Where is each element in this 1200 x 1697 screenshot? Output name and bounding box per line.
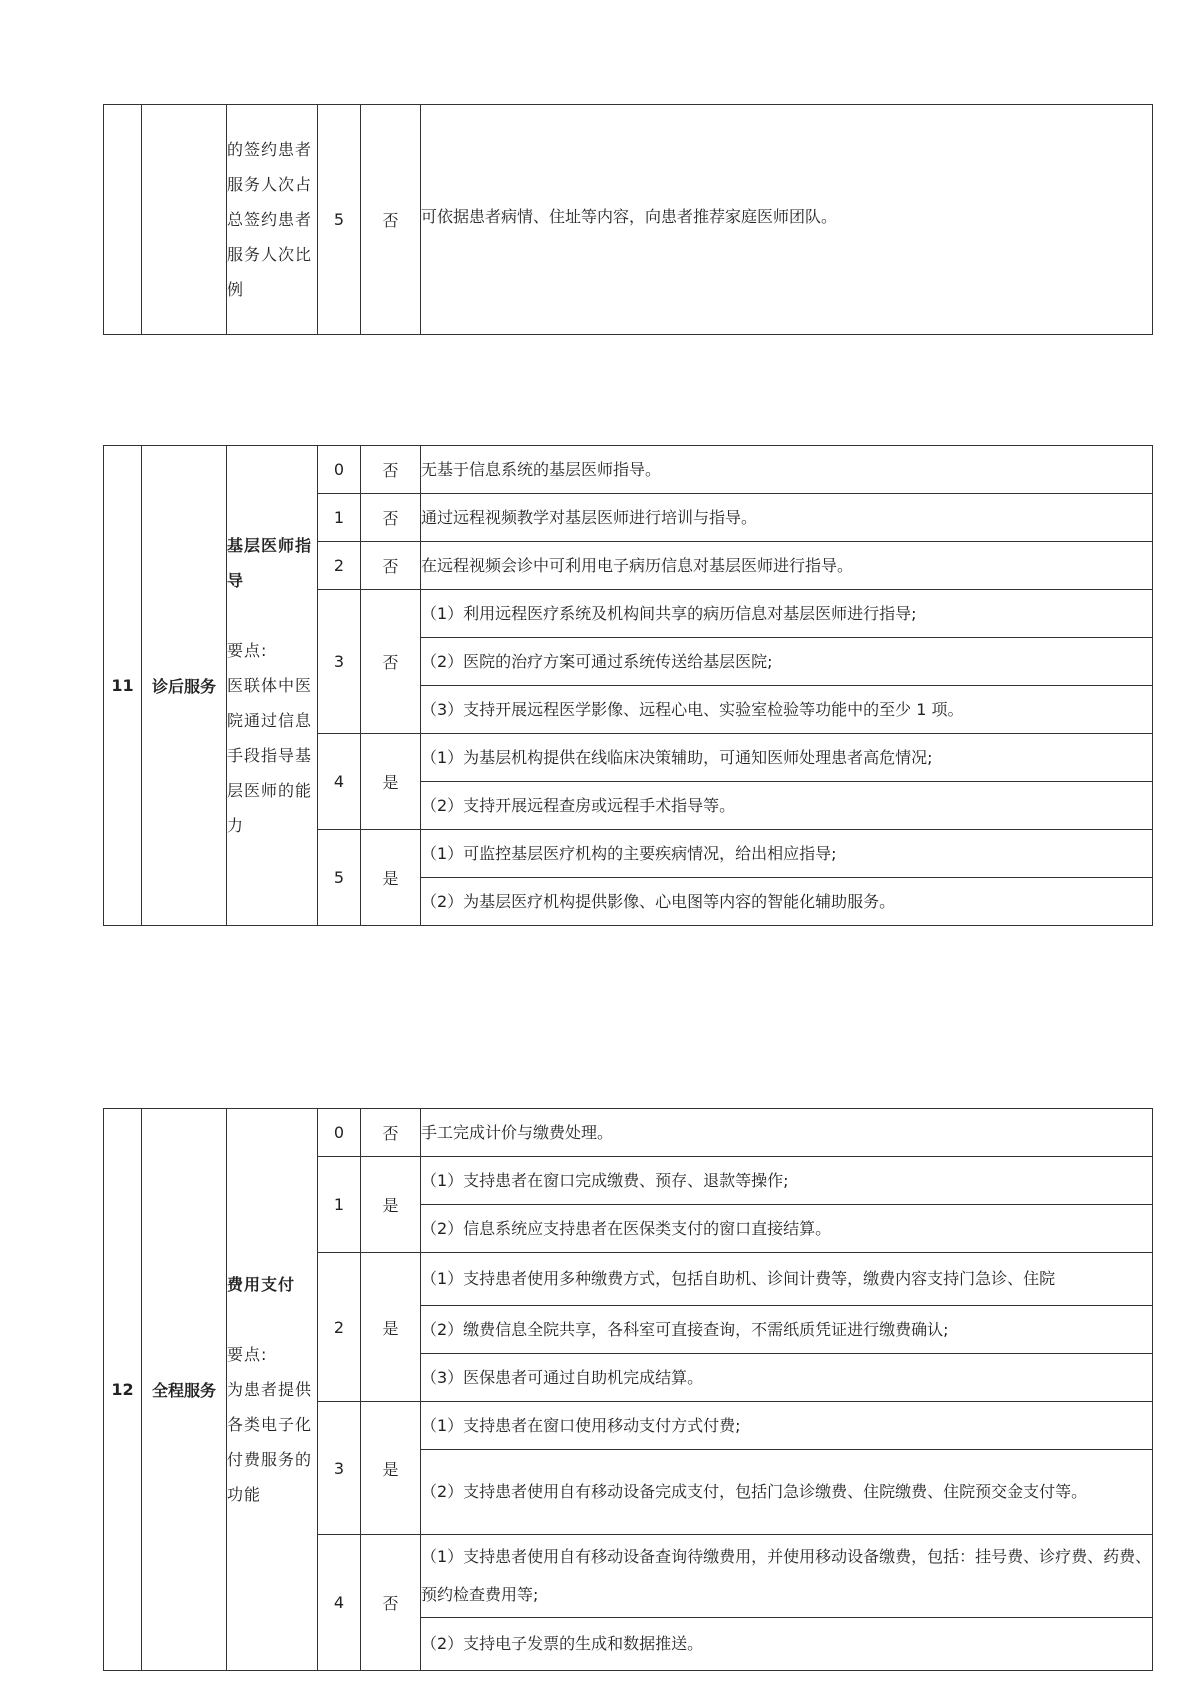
category-name: 全程服务 [142,1109,227,1671]
requirement-cell: （1）为基层机构提供在线临床决策辅助，可通知医师处理患者高危情况; [421,734,1153,782]
table-row [104,105,1153,335]
requirement-cell: （3）医保患者可通过自助机完成结算。 [421,1354,1153,1402]
yes-no-cell: 否 [361,446,421,494]
requirement-cell: （1）支持患者在窗口使用移动支付方式付费; [421,1402,1153,1450]
level-cell: 2 [318,1253,361,1402]
requirement-cell: （1）支持患者使用多种缴费方式，包括自助机、诊间计费等，缴费内容支持门急诊、住院 [421,1253,1153,1306]
requirement-cell: （1）支持患者使用自有移动设备查询待缴费用，并使用移动设备缴费，包括：挂号费、诊疗费、药费、预约检查费用等; [421,1535,1153,1618]
criteria-table-11 [103,445,1153,926]
seq-cell [104,105,142,335]
category-cell [142,105,227,335]
level-cell: 4 [318,734,361,830]
yes-no-cell: 是 [361,1253,421,1402]
key-points-label: 要点: [227,1345,268,1364]
requirement-cell: （1）可监控基层医疗机构的主要疾病情况，给出相应指导; [421,830,1153,878]
yes-no-cell: 是 [361,734,421,830]
category-name: 诊后服务 [142,446,227,926]
yes-no-cell: 否 [361,1109,421,1157]
requirement-cell: （2）信息系统应支持患者在医保类支付的窗口直接结算。 [421,1205,1153,1253]
requirement-cell: （2）支持开展远程查房或远程手术指导等。 [421,782,1153,830]
item-title: 费用支付 [227,1275,296,1294]
requirement-cell: （3）支持开展远程医学影像、远程心电、实验室检验等功能中的至少 1 项。 [421,686,1153,734]
requirement-cell: （2）医院的治疗方案可通过系统传送给基层医院; [421,638,1153,686]
table-row [104,446,1153,494]
yes-no-cell: 否 [361,542,421,590]
item-cell [227,1109,318,1671]
requirement-cell: 在远程视频会诊中可利用电子病历信息对基层医师进行指导。 [421,542,1153,590]
requirement-cell: （2）支持电子发票的生成和数据推送。 [421,1618,1153,1671]
item-title: 基层医师指导 [227,536,313,590]
level-cell: 1 [318,1157,361,1253]
key-points-label: 要点: [227,641,268,660]
level-cell: 3 [318,1402,361,1535]
yes-no-cell: 是 [361,1402,421,1535]
requirement-cell: 无基于信息系统的基层医师指导。 [421,446,1153,494]
item-description: 的签约患者服务人次占总签约患者服务人次比例 [227,140,313,299]
requirement-cell: （1）利用远程医疗系统及机构间共享的病历信息对基层医师进行指导; [421,590,1153,638]
seq-number: 12 [104,1109,142,1671]
level-cell: 3 [318,590,361,734]
seq-number: 11 [104,446,142,926]
yes-no-cell: 否 [361,105,421,335]
item-cell [227,446,318,926]
requirement-cell: 可依据患者病情、住址等内容，向患者推荐家庭医师团队。 [421,105,1153,335]
requirement-cell: （2）为基层医疗机构提供影像、心电图等内容的智能化辅助服务。 [421,878,1153,926]
key-points-text: 为患者提供各类电子化付费服务的功能 [227,1380,313,1504]
criteria-table-12 [103,1108,1153,1671]
item-cell [227,105,318,335]
yes-no-cell: 是 [361,830,421,926]
yes-no-cell: 否 [361,590,421,734]
requirement-cell: （2）支持患者使用自有移动设备完成支付，包括门急诊缴费、住院缴费、住院预交金支付等。 [421,1450,1153,1535]
level-cell: 0 [318,1109,361,1157]
requirement-cell: （2）缴费信息全院共享，各科室可直接查询，不需纸质凭证进行缴费确认; [421,1306,1153,1354]
level-cell: 2 [318,542,361,590]
level-cell: 5 [318,830,361,926]
level-cell: 1 [318,494,361,542]
level-cell: 4 [318,1535,361,1671]
yes-no-cell: 否 [361,1535,421,1671]
table-row [104,1109,1153,1157]
yes-no-cell: 否 [361,494,421,542]
yes-no-cell: 是 [361,1157,421,1253]
level-cell: 5 [318,105,361,335]
continued-criteria-table [103,104,1153,335]
level-cell: 0 [318,446,361,494]
requirement-cell: 通过远程视频教学对基层医师进行培训与指导。 [421,494,1153,542]
key-points-text: 医联体中医院通过信息手段指导基层医师的能力 [227,676,313,835]
requirement-cell: （1）支持患者在窗口完成缴费、预存、退款等操作; [421,1157,1153,1205]
requirement-cell: 手工完成计价与缴费处理。 [421,1109,1153,1157]
